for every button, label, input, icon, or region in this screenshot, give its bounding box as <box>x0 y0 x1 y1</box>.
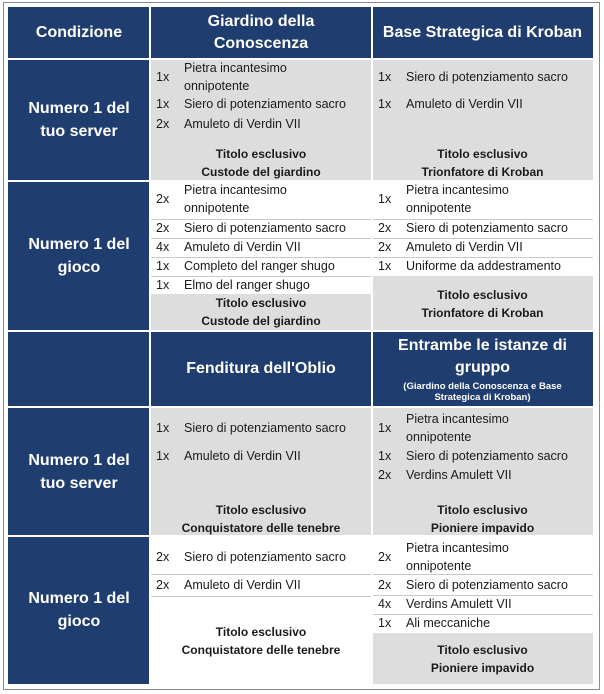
row1-condition <box>8 59 150 181</box>
row2-col1-qty: 1x <box>156 278 170 292</box>
row1-col1-qty: 1x <box>156 70 170 84</box>
row4-col1-qty: 2x <box>156 550 170 564</box>
title-name: Pioniere impavido <box>430 661 535 675</box>
row4-col2-qty: 4x <box>378 597 392 611</box>
row2-col2-item: Uniforme da addestramento <box>406 259 561 273</box>
row3-col1-title <box>150 501 372 537</box>
header2-condition <box>8 331 150 407</box>
title-label: Titolo esclusivo <box>437 288 528 302</box>
row1-col2-qty: 1x <box>378 97 392 111</box>
title-name: Conquistatore delle tenebre <box>181 521 341 535</box>
header2-col2-label: Entrambe le istanze di gruppo <box>398 337 567 376</box>
row2-col1-item: Completo del ranger shugo <box>184 259 335 273</box>
row3-col1 <box>150 407 372 536</box>
row4-col2-qty: 2x <box>378 550 392 564</box>
header2-col1 <box>150 331 372 407</box>
row3-col2-qty: 1x <box>378 421 392 435</box>
row2-col2-item: Pietra incantesimo onnipotente <box>406 183 509 215</box>
row2-condition-label: Numero 1 del gioco <box>28 236 130 276</box>
row4-col1-item: Amuleto di Verdin VII <box>184 578 301 592</box>
row1-col2-qty: 1x <box>378 70 392 84</box>
title-name: Custode del giardino <box>201 165 321 179</box>
header-col2 <box>372 7 593 59</box>
row1-col1-item: Amuleto di Verdin VII <box>184 117 301 131</box>
row1-col2-title <box>372 145 593 181</box>
row2-col2-qty: 2x <box>378 221 392 235</box>
row2-col1-qty: 2x <box>156 192 170 206</box>
row2-col1-qty: 2x <box>156 221 170 235</box>
row4-col2-item: Verdins Amulett VII <box>406 597 512 611</box>
row3-condition-label: Numero 1 del tuo server <box>28 451 130 492</box>
row4-col1-item: Siero di potenziamento sacro <box>184 550 346 564</box>
row4-condition <box>8 536 150 684</box>
row2-col2-title-cell <box>372 276 593 331</box>
row3-col2 <box>372 407 593 536</box>
header2-col1-label: Fenditura dell'Oblio <box>186 360 336 377</box>
row3-col2-item: Pietra incantesimo onnipotente <box>406 412 509 444</box>
row2-col1-item: Amuleto di Verdin VII <box>184 240 301 254</box>
title-name: Pioniere impavido <box>430 521 535 535</box>
row3-col2-item: Verdins Amulett VII <box>406 468 512 482</box>
row1-col2-item: Amuleto di Verdin VII <box>406 97 523 111</box>
row2-col1-item: Elmo del ranger shugo <box>184 278 310 292</box>
title-label: Titolo esclusivo <box>437 643 528 657</box>
title-name: Trionfatore di Kroban <box>421 306 544 320</box>
row4-condition-label: Numero 1 del gioco <box>28 590 130 630</box>
row2-col1-qty: 1x <box>156 259 170 273</box>
row2-condition <box>8 181 150 331</box>
header-col1-label: Giardino della Conoscenza <box>207 13 315 52</box>
row1-col1-title <box>150 145 372 181</box>
row3-col2-title <box>372 501 593 537</box>
row3-col1-item: Siero di potenziamento sacro <box>184 421 346 435</box>
row4-col1-title <box>150 623 372 659</box>
title-label: Titolo esclusivo <box>215 503 307 517</box>
row1-col1-qty: 2x <box>156 117 170 131</box>
row2-col1 <box>150 181 372 331</box>
row2-col1-title-cell <box>150 294 372 331</box>
title-name: Conquistatore delle tenebre <box>181 643 341 657</box>
row3-col1-qty: 1x <box>156 449 170 463</box>
row2-col2-qty: 1x <box>378 192 392 206</box>
title-label: Titolo esclusivo <box>215 625 307 639</box>
title-label: Titolo esclusivo <box>215 147 307 161</box>
row1-col1 <box>150 59 372 181</box>
title-name: Custode del giardino <box>201 314 321 328</box>
row4-col2-item: Siero di potenziamento sacro <box>406 578 568 592</box>
title-label: Titolo esclusivo <box>437 147 528 161</box>
row4-col2-item: Ali meccaniche <box>406 616 491 630</box>
title-label: Titolo esclusivo <box>437 503 528 517</box>
row4-col2-title <box>372 641 593 677</box>
header-col2-label: Base Strategica di Kroban <box>382 24 583 41</box>
row4-col2 <box>372 536 593 684</box>
row2-col2-item: Amuleto di Verdin VII <box>406 240 523 254</box>
row2-col1-qty: 4x <box>156 240 170 254</box>
row2-col2-title <box>372 286 593 322</box>
row2-col2-qty: 1x <box>378 259 392 273</box>
row1-condition-label: Numero 1 del tuo server <box>28 100 130 140</box>
row3-col1-qty: 1x <box>156 421 170 435</box>
title-name: Trionfatore di Kroban <box>421 165 544 179</box>
row3-col2-qty: 2x <box>378 468 392 482</box>
row4-col2-item: Pietra incantesimo onnipotente <box>406 541 509 573</box>
row4-col2-qty: 2x <box>378 578 392 592</box>
row1-col1-item: Siero di potenziamento sacro <box>184 97 346 111</box>
row1-col1-qty: 1x <box>156 97 170 111</box>
row3-col1-item: Amuleto di Verdin VII <box>184 449 301 463</box>
row4-col1 <box>150 536 372 684</box>
row3-col2-item: Siero di potenziamento sacro <box>406 449 568 463</box>
header2-col2-note: (Giardino della Conoscenza e Base Strategica di Kroban) <box>403 381 562 403</box>
row2-col1-item: Pietra incantesimo onnipotente <box>184 183 287 215</box>
rewards-table <box>3 2 600 690</box>
row2-col1-item: Siero di potenziamento sacro <box>184 221 346 235</box>
header-condition-label: Condizione <box>35 24 123 41</box>
header-condition <box>8 7 150 59</box>
header2-col2 <box>372 331 593 407</box>
title-label: Titolo esclusivo <box>215 296 307 310</box>
row3-condition <box>8 407 150 536</box>
row2-col1-title <box>150 294 372 330</box>
row3-col2-qty: 1x <box>378 449 392 463</box>
header-col1 <box>150 7 372 59</box>
row4-col1-qty: 2x <box>156 578 170 592</box>
row1-col2-item: Siero di potenziamento sacro <box>406 70 568 84</box>
row2-col2 <box>372 181 593 331</box>
row1-col2 <box>372 59 593 181</box>
row2-col2-item: Siero di potenziamento sacro <box>406 221 568 235</box>
row4-col2-title-cell <box>372 633 593 684</box>
row2-col2-qty: 2x <box>378 240 392 254</box>
row1-col1-item: Pietra incantesimo onnipotente <box>184 61 287 93</box>
row4-col2-qty: 1x <box>378 616 392 630</box>
